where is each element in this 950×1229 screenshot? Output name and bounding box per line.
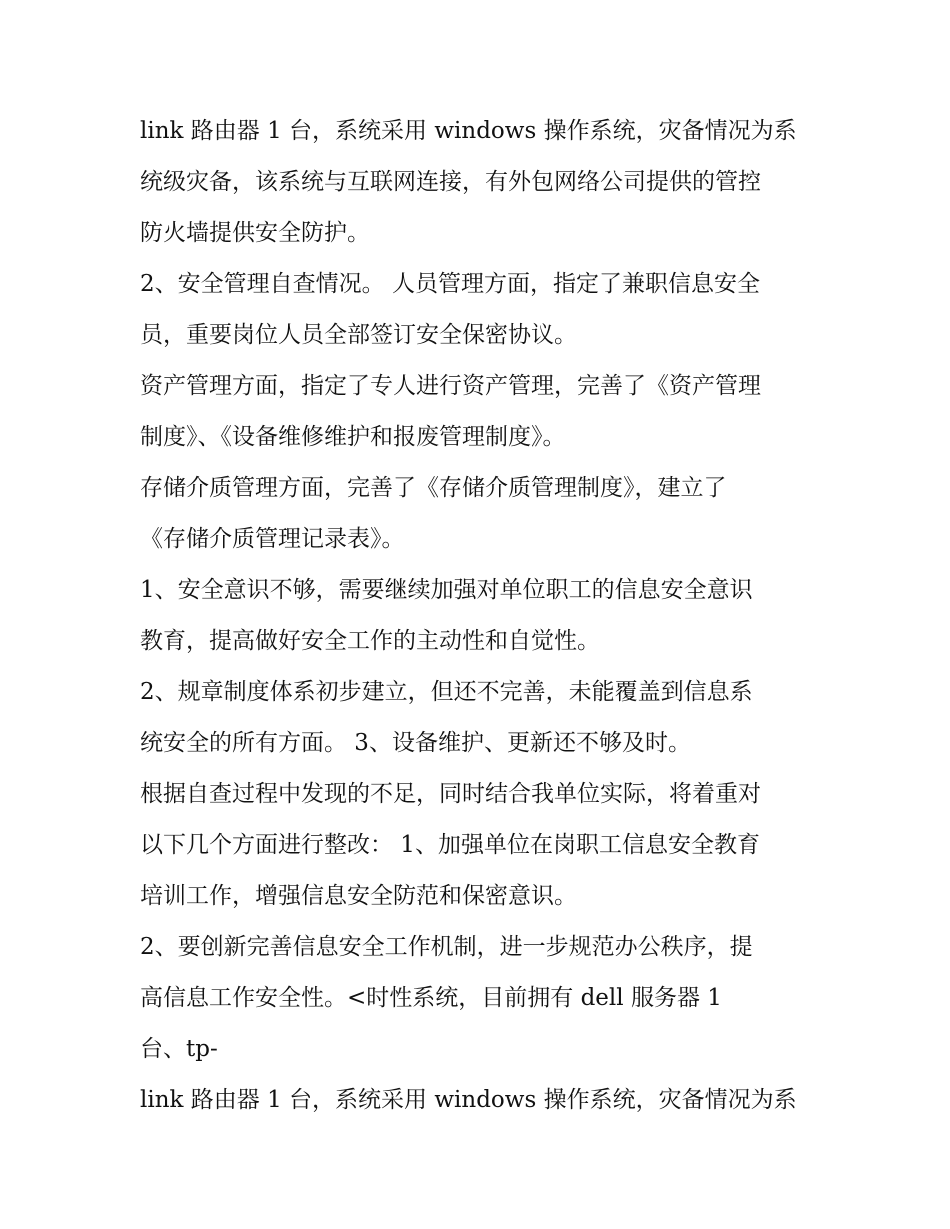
text-line: 2、要创新完善信息安全工作机制，进一步规范办公秩序，提 <box>140 934 753 960</box>
text-line: 统级灾备，该系统与互联网连接，有外包网络公司提供的管控 <box>140 169 761 195</box>
text-line: 存储介质管理方面，完善了《存储介质管理制度》，建立了 <box>140 475 727 501</box>
text-line: link 路由器 1 台，系统采用 windows 操作系统，灾备情况为系 <box>140 118 797 144</box>
text-line: 1、安全意识不够，需要继续加强对单位职工的信息安全意识 <box>140 577 753 603</box>
document-body <box>140 106 820 1126</box>
text-line: 教育，提高做好安全工作的主动性和自觉性。 <box>140 628 600 654</box>
text-line: 资产管理方面，指定了专人进行资产管理，完善了《资产管理 <box>140 373 761 399</box>
text-line: 2、安全管理自查情况。 人员管理方面，指定了兼职信息安全 <box>140 271 760 297</box>
text-line: 以下几个方面进行整改： 1、加强单位在岗职工信息安全教育 <box>140 832 760 858</box>
text-line: link 路由器 1 台，系统采用 windows 操作系统，灾备情况为系 <box>140 1087 797 1113</box>
text-line: 防火墙提供安全防护。 <box>140 220 370 246</box>
text-line: 根据自查过程中发现的不足，同时结合我单位实际，将着重对 <box>140 781 761 807</box>
text-line: 培训工作，增强信息安全防范和保密意识。 <box>140 883 577 909</box>
text-line: 员，重要岗位人员全部签订安全保密协议。 <box>140 322 577 348</box>
text-line: 2、规章制度体系初步建立，但还不完善，未能覆盖到信息系 <box>140 679 753 705</box>
text-line: 台、tp- <box>140 1036 218 1062</box>
text-line: 《存储介质管理记录表》。 <box>140 526 405 552</box>
text-line: 高信息工作安全性。<时性系统，目前拥有 dell 服务器 1 <box>140 985 722 1011</box>
text-line: 制度》、《设备维修维护和报废管理制度》。 <box>140 424 566 450</box>
text-line: 统安全的所有方面。 3、设备维护、更新还不够及时。 <box>140 730 691 756</box>
